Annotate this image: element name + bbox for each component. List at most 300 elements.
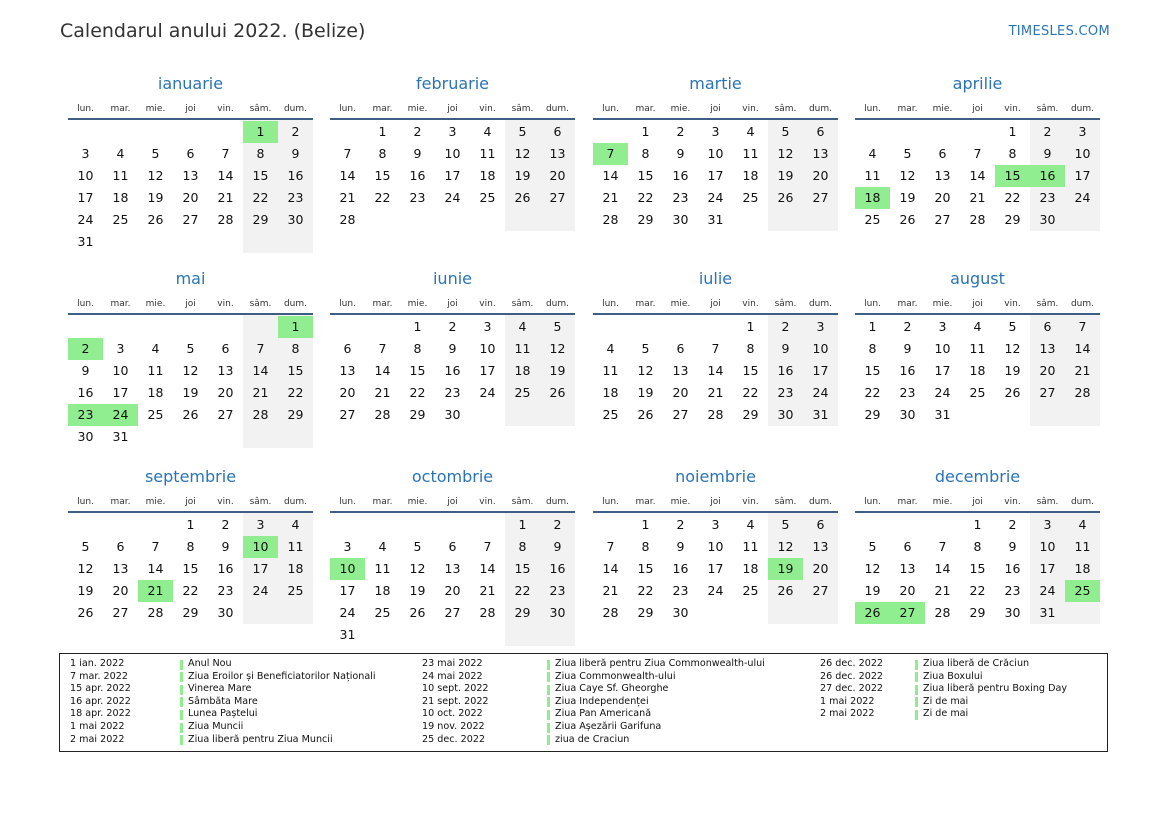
day-cell: 23 [899, 385, 916, 400]
day-cell: 9 [1043, 146, 1052, 161]
legend-marker [547, 697, 550, 707]
day-cell: 2 [1043, 124, 1052, 139]
legend-date: 10 oct. 2022 [422, 708, 483, 720]
day-cell: 2 [448, 319, 457, 334]
day-cell: 25 [147, 407, 164, 422]
day-cell: 25 [287, 583, 304, 598]
weekday-header: dum. [545, 497, 570, 507]
day-cell: 2 [676, 124, 685, 139]
weekday-header: vin. [742, 299, 759, 309]
day-cell: 12 [1004, 341, 1021, 356]
day-cell: 27 [444, 605, 461, 620]
day-cell: 28 [252, 407, 269, 422]
day-cell: 5 [641, 341, 650, 356]
day-cell: 3 [81, 146, 90, 161]
weekday-header: vin. [1004, 497, 1021, 507]
day-cell: 22 [514, 583, 531, 598]
day-cell: 23 [444, 385, 461, 400]
day-cell: 12 [409, 561, 426, 576]
legend-marker [547, 723, 550, 733]
weekday-header: lun. [339, 497, 356, 507]
legend-date: 23 mai 2022 [422, 658, 483, 669]
legend-holiday-name: Ziua liberă de Crăciun [923, 658, 1030, 669]
weekday-header: mie. [932, 299, 953, 309]
legend-marker [180, 697, 183, 707]
legend-holiday-name: Ziua Caye Sf. Gheorghe [555, 683, 669, 695]
day-cell: 1 [518, 517, 527, 532]
legend-holiday-name: Ziua liberă pentru Boxing Day [923, 683, 1068, 695]
day-cell: 18 [147, 385, 164, 400]
day-cell: 29 [864, 407, 881, 422]
day-cell: 4 [518, 319, 527, 334]
holiday-day-cell: 24 [103, 404, 138, 426]
day-cell: 3 [343, 539, 352, 554]
weekday-header: mie. [407, 497, 428, 507]
day-cell: 17 [479, 363, 496, 378]
month-divider [593, 118, 838, 120]
day-cell: 2 [291, 124, 300, 139]
day-cell: 14 [602, 561, 619, 576]
day-cell: 19 [637, 385, 654, 400]
holiday-day-cell: 7 [593, 143, 628, 165]
day-cell: 22 [287, 385, 304, 400]
day-cell: 3 [816, 319, 825, 334]
day-cell: 14 [969, 168, 986, 183]
day-cell: 8 [1008, 146, 1017, 161]
day-cell: 22 [1004, 190, 1021, 205]
day-cell: 5 [413, 539, 422, 554]
day-cell: 17 [77, 190, 94, 205]
legend-date: 15 apr. 2022 [70, 683, 131, 695]
day-cell: 3 [938, 319, 947, 334]
month-name: august [950, 269, 1005, 288]
month-divider [68, 511, 313, 513]
day-cell: 4 [1078, 517, 1087, 532]
day-cell: 11 [969, 341, 986, 356]
holiday-day-cell: 1 [278, 316, 313, 338]
day-cell: 6 [816, 124, 825, 139]
month-divider [855, 313, 1100, 315]
day-cell: 18 [969, 363, 986, 378]
weekday-header: sâm. [249, 104, 272, 114]
day-cell: 20 [444, 583, 461, 598]
weekday-header: mar. [635, 299, 656, 309]
weekday-header: lun. [864, 104, 881, 114]
day-cell: 5 [151, 146, 160, 161]
day-cell: 24 [1074, 190, 1091, 205]
weekday-header: lun. [339, 104, 356, 114]
day-cell: 14 [602, 168, 619, 183]
day-cell: 18 [374, 583, 391, 598]
day-cell: 28 [602, 605, 619, 620]
month-divider [68, 313, 313, 315]
day-cell: 30 [444, 407, 461, 422]
legend-date: 27 dec. 2022 [820, 683, 884, 695]
day-cell: 18 [602, 385, 619, 400]
weekday-header: joi [972, 497, 983, 507]
weekday-header: mie. [670, 299, 691, 309]
day-cell: 2 [903, 319, 912, 334]
day-cell: 20 [339, 385, 356, 400]
day-cell: 30 [672, 605, 689, 620]
day-cell: 20 [899, 583, 916, 598]
day-cell: 14 [1074, 341, 1091, 356]
legend-holiday-name: Ziua Eroilor și Beneficiatorilor Naționali [188, 670, 376, 682]
legend-holiday-name: ziua de Craciun [555, 733, 630, 745]
holiday-day-cell: 1 [243, 121, 278, 143]
day-cell: 25 [969, 385, 986, 400]
weekday-header: vin. [742, 497, 759, 507]
weekday-header: dum. [1070, 497, 1095, 507]
day-cell: 11 [864, 168, 881, 183]
day-cell: 22 [742, 385, 759, 400]
month-name: iulie [698, 269, 733, 288]
day-cell: 12 [514, 146, 531, 161]
day-cell: 2 [413, 124, 422, 139]
weekday-header: dum. [808, 497, 833, 507]
day-cell: 5 [186, 341, 195, 356]
day-cell: 6 [116, 539, 125, 554]
month-name: februarie [415, 74, 490, 93]
weekday-header: lun. [602, 497, 619, 507]
day-cell: 22 [969, 583, 986, 598]
weekday-header: sâm. [774, 104, 797, 114]
legend-holiday-name: Zi de mai [923, 695, 969, 707]
day-cell: 15 [637, 168, 654, 183]
day-cell: 15 [969, 561, 986, 576]
weekday-header: vin. [217, 104, 234, 114]
day-cell: 13 [899, 561, 916, 576]
day-cell: 9 [676, 146, 685, 161]
weekday-header: mar. [110, 497, 131, 507]
day-cell: 2 [553, 517, 562, 532]
legend-date: 18 apr. 2022 [70, 708, 131, 720]
legend-date: 2 mai 2022 [820, 708, 875, 720]
weekday-header: mar. [110, 299, 131, 309]
weekday-header: sâm. [774, 299, 797, 309]
day-cell: 3 [256, 517, 265, 532]
weekday-header: sâm. [511, 299, 534, 309]
day-cell: 6 [553, 124, 562, 139]
legend-holiday-name: Ziua liberă pentru Ziua Commonwealth-ului [555, 658, 765, 669]
day-cell: 24 [812, 385, 829, 400]
brand-link[interactable]: TIMESLES.COM [1008, 24, 1110, 39]
day-cell: 22 [252, 190, 269, 205]
weekday-header: dum. [283, 104, 308, 114]
day-cell: 18 [112, 190, 129, 205]
day-cell: 20 [1039, 363, 1056, 378]
legend-holiday-name: Zi de mai [923, 708, 969, 720]
day-cell: 16 [1004, 561, 1021, 576]
legend-date: 7 mar. 2022 [70, 670, 128, 682]
day-cell: 24 [77, 212, 94, 227]
day-cell: 11 [374, 561, 391, 576]
day-cell: 31 [934, 407, 951, 422]
day-cell: 5 [518, 124, 527, 139]
day-cell: 15 [742, 363, 759, 378]
day-cell: 30 [777, 407, 794, 422]
day-cell: 16 [777, 363, 794, 378]
holiday-day-cell: 10 [243, 536, 278, 558]
weekday-header: vin. [1004, 299, 1021, 309]
day-cell: 6 [938, 146, 947, 161]
month-name: mai [175, 269, 206, 288]
day-cell: 5 [781, 124, 790, 139]
day-cell: 4 [868, 146, 877, 161]
day-cell: 5 [81, 539, 90, 554]
day-cell: 1 [641, 517, 650, 532]
day-cell: 17 [339, 583, 356, 598]
day-cell: 13 [934, 168, 951, 183]
day-cell: 10 [707, 146, 724, 161]
day-cell: 21 [217, 190, 234, 205]
day-cell: 7 [221, 146, 230, 161]
day-cell: 9 [676, 539, 685, 554]
day-cell: 27 [812, 190, 829, 205]
day-cell: 11 [287, 539, 304, 554]
legend-marker [547, 710, 550, 720]
legend-holiday-name: Ziua Boxului [923, 670, 983, 682]
day-cell: 14 [217, 168, 234, 183]
holiday-day-cell: 25 [1065, 580, 1100, 602]
day-cell: 31 [339, 627, 356, 642]
day-cell: 30 [1004, 605, 1021, 620]
day-cell: 25 [514, 385, 531, 400]
day-cell: 3 [711, 124, 720, 139]
day-cell: 10 [112, 363, 129, 378]
day-cell: 19 [777, 168, 794, 183]
day-cell: 9 [781, 341, 790, 356]
day-cell: 4 [746, 124, 755, 139]
legend-holiday-name: Ziua Independenței [555, 695, 649, 707]
day-cell: 12 [899, 168, 916, 183]
legend-holiday-name: Ziua liberă pentru Ziua Muncii [188, 733, 333, 745]
legend-marker [547, 735, 550, 745]
day-cell: 13 [182, 168, 199, 183]
day-cell: 11 [112, 168, 129, 183]
weekday-header: dum. [545, 104, 570, 114]
day-cell: 16 [672, 168, 689, 183]
legend-marker [915, 660, 918, 670]
day-cell: 4 [151, 341, 160, 356]
day-cell: 28 [147, 605, 164, 620]
day-cell: 30 [1039, 212, 1056, 227]
legend-holiday-name: Anul Nou [188, 658, 232, 669]
month-divider [855, 511, 1100, 513]
holiday-day-cell: 18 [855, 187, 890, 209]
weekday-header: vin. [479, 104, 496, 114]
day-cell: 13 [112, 561, 129, 576]
legend-holiday-name: Ziua Pan Americană [555, 708, 652, 720]
day-cell: 8 [641, 539, 650, 554]
day-cell: 29 [969, 605, 986, 620]
legend-holiday-name: Ziua Muncii [188, 721, 244, 732]
day-cell: 4 [746, 517, 755, 532]
weekday-header: mar. [897, 299, 918, 309]
day-cell: 21 [479, 583, 496, 598]
day-cell: 24 [252, 583, 269, 598]
day-cell: 29 [409, 407, 426, 422]
day-cell: 4 [116, 146, 125, 161]
weekday-header: joi [185, 497, 196, 507]
day-cell: 30 [899, 407, 916, 422]
weekday-header: joi [710, 299, 721, 309]
day-cell: 26 [1004, 385, 1021, 400]
day-cell: 30 [217, 605, 234, 620]
legend-marker [915, 697, 918, 707]
weekday-header: lun. [864, 299, 881, 309]
weekday-header: sâm. [249, 299, 272, 309]
day-cell: 8 [378, 146, 387, 161]
day-cell: 26 [777, 583, 794, 598]
weekday-header: lun. [77, 299, 94, 309]
day-cell: 22 [374, 190, 391, 205]
day-cell: 6 [448, 539, 457, 554]
day-cell: 14 [147, 561, 164, 576]
day-cell: 29 [637, 212, 654, 227]
weekday-header: vin. [742, 104, 759, 114]
day-cell: 31 [812, 407, 829, 422]
day-cell: 28 [479, 605, 496, 620]
month-divider [855, 118, 1100, 120]
month-divider [593, 511, 838, 513]
day-cell: 12 [864, 561, 881, 576]
day-cell: 12 [777, 539, 794, 554]
weekday-header: vin. [217, 497, 234, 507]
weekday-header: lun. [864, 497, 881, 507]
day-cell: 24 [1039, 583, 1056, 598]
day-cell: 31 [77, 234, 94, 249]
day-cell: 7 [151, 539, 160, 554]
day-cell: 7 [256, 341, 265, 356]
month-name: aprilie [952, 74, 1003, 93]
day-cell: 3 [1078, 124, 1087, 139]
weekday-header: dum. [808, 299, 833, 309]
legend-date: 24 mai 2022 [422, 670, 483, 682]
day-cell: 10 [707, 539, 724, 554]
weekday-header: joi [972, 299, 983, 309]
day-cell: 26 [409, 605, 426, 620]
day-cell: 26 [77, 605, 94, 620]
day-cell: 29 [287, 407, 304, 422]
legend-date: 25 dec. 2022 [422, 733, 486, 745]
day-cell: 2 [676, 517, 685, 532]
day-cell: 1 [868, 319, 877, 334]
day-cell: 22 [864, 385, 881, 400]
day-cell: 23 [409, 190, 426, 205]
weekday-header: mar. [635, 104, 656, 114]
weekday-header: dum. [808, 104, 833, 114]
weekday-header: joi [447, 299, 458, 309]
weekday-header: mie. [145, 497, 166, 507]
day-cell: 30 [77, 429, 94, 444]
day-cell: 26 [899, 212, 916, 227]
calendar-grid [68, 74, 1101, 644]
day-cell: 28 [602, 212, 619, 227]
month-name: noiembrie [675, 467, 756, 486]
day-cell: 10 [444, 146, 461, 161]
weekday-header: joi [447, 104, 458, 114]
day-cell: 16 [549, 561, 566, 576]
day-cell: 24 [707, 190, 724, 205]
day-cell: 3 [1043, 517, 1052, 532]
weekday-header: lun. [77, 104, 94, 114]
day-cell: 21 [374, 385, 391, 400]
day-cell: 1 [186, 517, 195, 532]
holiday-day-cell: 26 [855, 602, 890, 624]
day-cell: 18 [514, 363, 531, 378]
day-cell: 11 [514, 341, 531, 356]
legend-marker [180, 710, 183, 720]
legend-marker [180, 685, 183, 695]
day-cell: 27 [182, 212, 199, 227]
day-cell: 7 [378, 341, 387, 356]
day-cell: 6 [903, 539, 912, 554]
day-cell: 24 [707, 583, 724, 598]
day-cell: 13 [812, 539, 829, 554]
legend-marker [180, 672, 183, 682]
weekday-header: mie. [670, 104, 691, 114]
weekday-header: vin. [479, 299, 496, 309]
day-cell: 13 [217, 363, 234, 378]
month-divider [68, 118, 313, 120]
day-cell: 16 [217, 561, 234, 576]
day-cell: 30 [672, 212, 689, 227]
day-cell: 10 [812, 341, 829, 356]
day-cell: 12 [147, 168, 164, 183]
day-cell: 25 [374, 605, 391, 620]
day-cell: 27 [812, 583, 829, 598]
holiday-day-cell: 21 [138, 580, 173, 602]
day-cell: 29 [1004, 212, 1021, 227]
day-cell: 2 [781, 319, 790, 334]
legend-holiday-name: Vinerea Mare [188, 683, 252, 695]
day-cell: 20 [217, 385, 234, 400]
day-cell: 12 [637, 363, 654, 378]
day-cell: 16 [672, 561, 689, 576]
day-cell: 20 [672, 385, 689, 400]
day-cell: 1 [413, 319, 422, 334]
day-cell: 30 [549, 605, 566, 620]
day-cell: 19 [864, 583, 881, 598]
day-cell: 6 [1043, 319, 1052, 334]
day-cell: 7 [711, 341, 720, 356]
day-cell: 17 [444, 168, 461, 183]
day-cell: 6 [676, 341, 685, 356]
month-name: octombrie [411, 467, 494, 486]
day-cell: 9 [553, 539, 562, 554]
day-cell: 23 [1004, 583, 1021, 598]
holiday-day-cell: 10 [330, 558, 365, 580]
day-cell: 31 [112, 429, 129, 444]
weekday-header: mie. [932, 497, 953, 507]
legend-marker [547, 672, 550, 682]
legend-date: 1 ian. 2022 [70, 658, 125, 669]
day-cell: 20 [112, 583, 129, 598]
weekday-header: joi [447, 497, 458, 507]
day-cell: 25 [864, 212, 881, 227]
day-cell: 17 [1074, 168, 1091, 183]
day-cell: 22 [182, 583, 199, 598]
weekday-header: sâm. [511, 104, 534, 114]
day-cell: 13 [444, 561, 461, 576]
day-cell: 16 [287, 168, 304, 183]
holiday-day-cell: 23 [68, 404, 103, 426]
day-cell: 10 [1074, 146, 1091, 161]
day-cell: 8 [973, 539, 982, 554]
weekday-header: mar. [897, 104, 918, 114]
day-cell: 26 [777, 190, 794, 205]
